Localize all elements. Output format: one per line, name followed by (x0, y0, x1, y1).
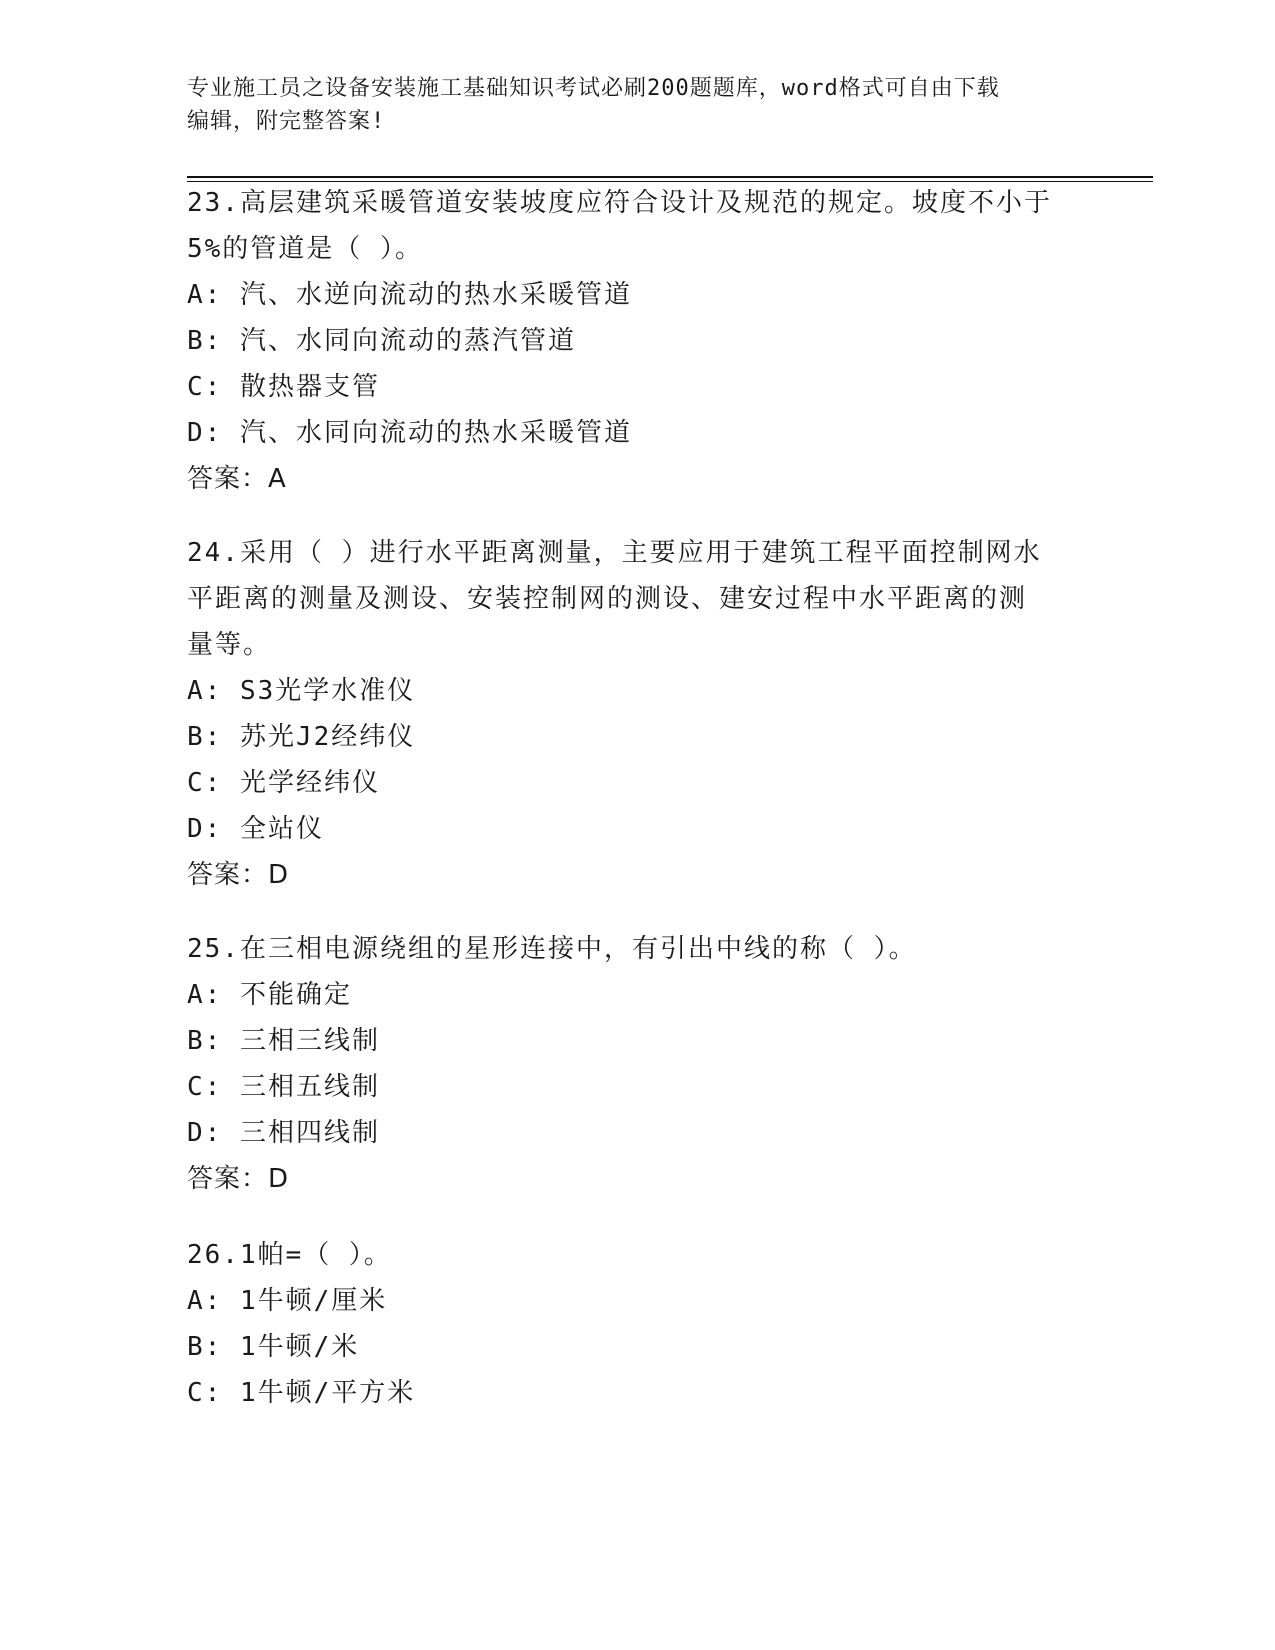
option-c: C: 散热器支管 (187, 372, 380, 402)
option-c: C: 三相五线制 (187, 1072, 380, 1102)
question-25 (187, 926, 1067, 1202)
question-23 (187, 180, 1067, 502)
answer-line: 答案：A (187, 464, 287, 494)
question-text-line: 5%的管道是（ ）。 (187, 234, 423, 264)
option-d: D: 汽、水同向流动的热水采暖管道 (187, 418, 632, 448)
option-b: B: 1牛顿/米 (187, 1332, 360, 1362)
question-text-line: 23.高层建筑采暖管道安装坡度应符合设计及规范的规定。坡度不小于 (187, 188, 1052, 218)
option-a: A: 汽、水逆向流动的热水采暖管道 (187, 280, 632, 310)
option-a: A: 不能确定 (187, 980, 352, 1010)
document-header (187, 72, 1067, 138)
option-c: C: 光学经纬仪 (187, 768, 380, 798)
question-text-line: 量等。 (187, 630, 272, 660)
option-b: B: 汽、水同向流动的蒸汽管道 (187, 326, 576, 356)
answer-line: 答案：D (187, 860, 290, 890)
option-a: A: 1牛顿/厘米 (187, 1286, 388, 1316)
option-b: B: 苏光J2经纬仪 (187, 722, 416, 752)
option-c: C: 1牛顿/平方米 (187, 1378, 416, 1408)
option-d: D: 三相四线制 (187, 1118, 380, 1148)
question-24 (187, 530, 1067, 898)
question-text-line: 24.采用（ ）进行水平距离测量，主要应用于建筑工程平面控制网水 (187, 538, 1042, 568)
question-text-line: 平距离的测量及测设、安装控制网的测设、建安过程中水平距离的测 (187, 584, 1028, 614)
option-b: B: 三相三线制 (187, 1026, 380, 1056)
header-line-2: 编辑，附完整答案! (187, 109, 386, 134)
question-text-line: 26.1帕=（ ）。 (187, 1240, 392, 1270)
answer-line: 答案：D (187, 1164, 290, 1194)
option-d: D: 全站仪 (187, 814, 324, 844)
header-line-1: 专业施工员之设备安装施工基础知识考试必刷200题题库，word格式可自由下载 (187, 76, 1000, 101)
option-a: A: S3光学水准仪 (187, 676, 416, 706)
question-text-line: 25.在三相电源绕组的星形连接中，有引出中线的称（ ）。 (187, 934, 917, 964)
question-26 (187, 1232, 1067, 1416)
